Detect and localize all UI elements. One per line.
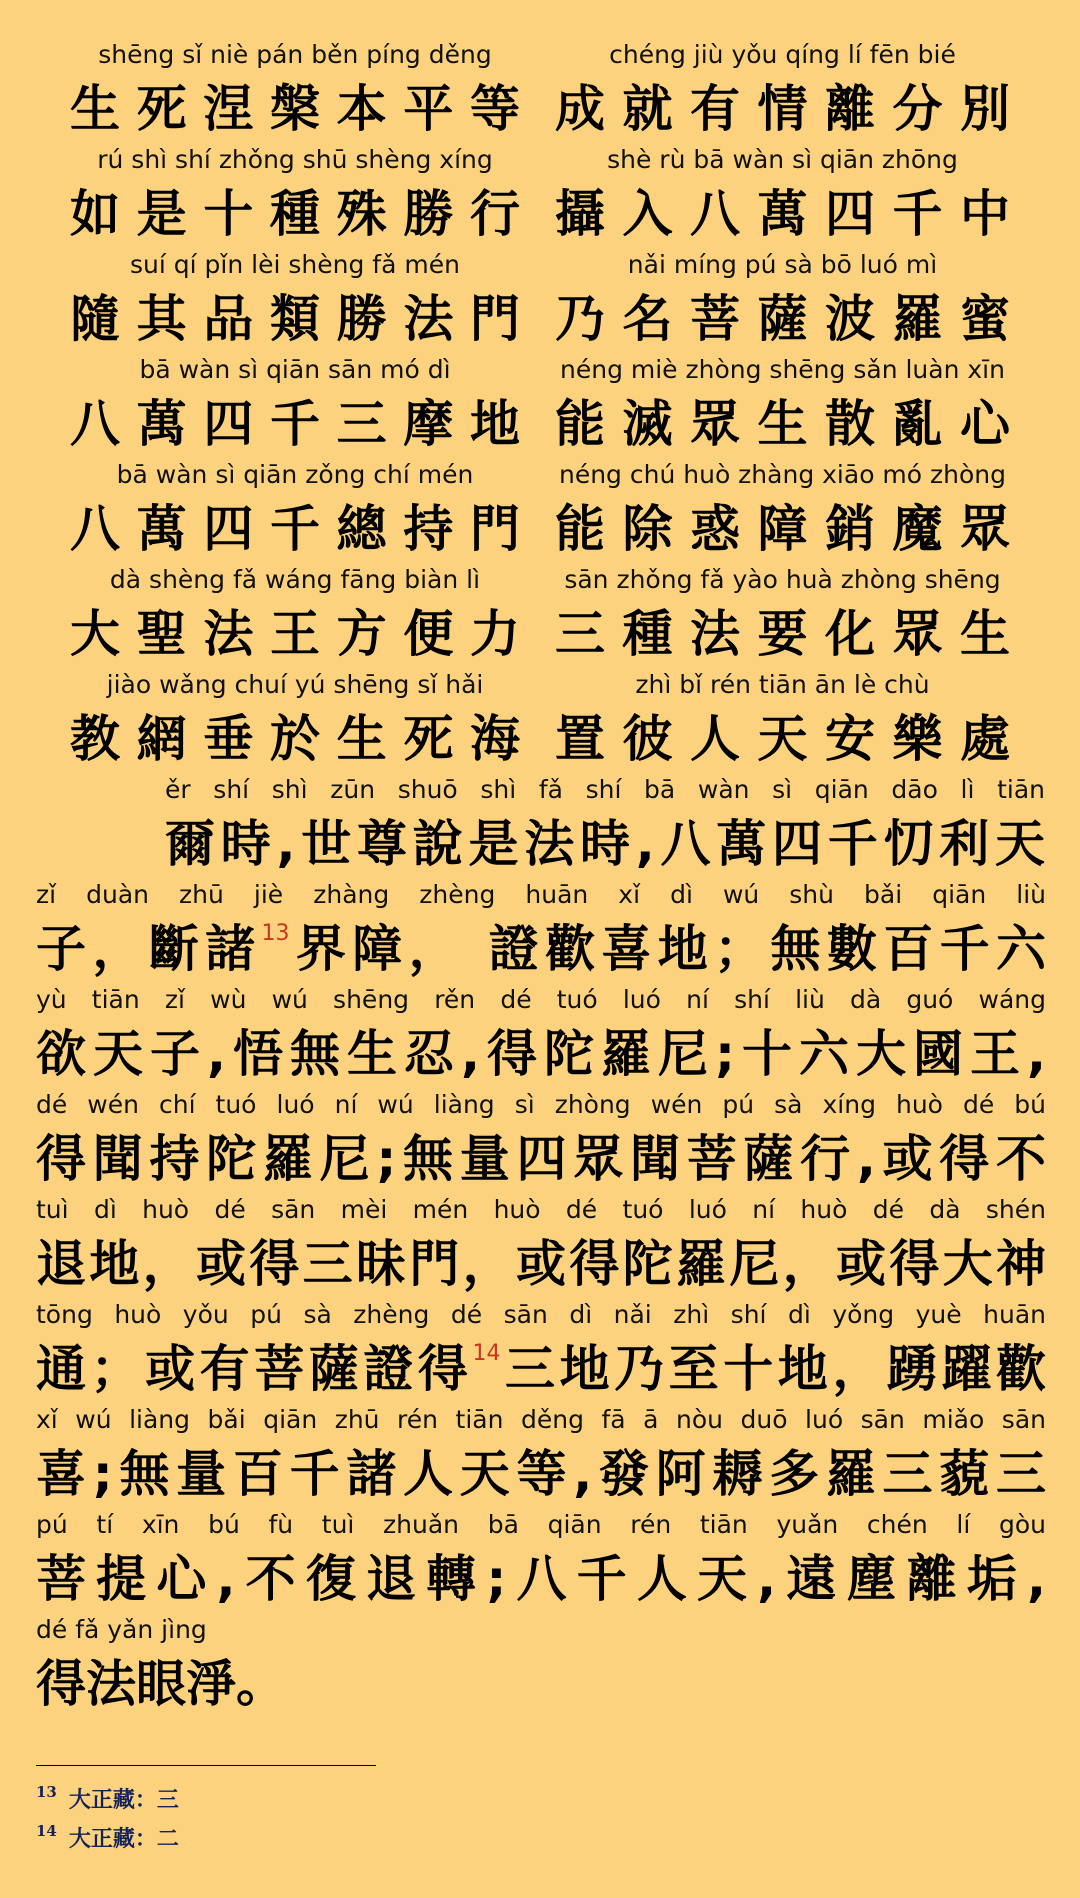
- hanzi-line: 大聖法王方便力: [70, 605, 520, 663]
- pinyin-line: néng chú huò zhàng xiāo mó zhòng: [558, 460, 1007, 489]
- pinyin-line: shè rù bā wàn sì qiān zhōng: [607, 145, 958, 174]
- hanzi-line: 能滅眾生散亂心: [555, 395, 1010, 453]
- hanzi-line: 菩提心,不復退轉;八千人天,遠塵離垢,: [36, 1550, 1046, 1608]
- footnote-14: [36, 1822, 179, 1853]
- prose-line: [36, 1615, 1046, 1719]
- hanzi-segment: 三地乃至十地，踴躍歡: [500, 1340, 1047, 1398]
- hanzi-line: 爾時,世尊說是法時,八萬四千忉利天: [165, 815, 1045, 873]
- verse-left-half: [70, 40, 520, 144]
- footnote-divider: [36, 1765, 376, 1766]
- hanzi-line: 八萬四千總持門: [70, 500, 520, 558]
- pinyin-line: tōng huò yǒu pú sà zhèng dé sān dì nǎi zhì shí dì yǒng yuè huān: [36, 1300, 1046, 1329]
- pinyin-line: rú shì shí zhǒng shū shèng xíng: [97, 145, 493, 174]
- hanzi-line: [36, 916, 1046, 982]
- hanzi-line: 攝入八萬四千中: [555, 185, 1010, 243]
- verse-left-half: [70, 250, 520, 354]
- pinyin-line: suí qí pǐn lèi shèng fǎ mén: [130, 250, 460, 279]
- hanzi-line: 欲天子,悟無生忍,得陀羅尼;十六大國王,: [36, 1025, 1046, 1083]
- pinyin-line: tuì dì huò dé sān mèi mén huò dé tuó luó ní huò dé dà shén: [36, 1195, 1046, 1224]
- hanzi-line: 成就有情離分別: [555, 80, 1010, 138]
- verse-right-half: [555, 565, 1010, 669]
- prose-line: [36, 1090, 1046, 1194]
- verse-left-half: [70, 145, 520, 249]
- pinyin-line: sān zhǒng fǎ yào huà zhòng shēng: [564, 565, 1001, 594]
- hanzi-line: 三種法要化眾生: [555, 605, 1010, 663]
- pinyin-line: dé wén chí tuó luó ní wú liàng sì zhòng wén pú sà xíng huò dé bú: [36, 1090, 1046, 1119]
- hanzi-line: 如是十種殊勝行: [70, 185, 520, 243]
- hanzi-line: 隨其品類勝法門: [70, 290, 520, 348]
- hanzi-line: 能除惑障銷魔眾: [555, 500, 1010, 558]
- pinyin-line: zǐ duàn zhū jiè zhàng zhèng huān xǐ dì wú shù bǎi qiān liù: [36, 880, 1046, 909]
- pinyin-line: ěr shí shì zūn shuō shì fǎ shí bā wàn sì qiān dāo lì tiān: [165, 775, 1045, 804]
- prose-line: [165, 775, 1045, 879]
- verse-left-half: [70, 565, 520, 669]
- pinyin-line: shēng sǐ niè pán běn píng děng: [98, 40, 492, 69]
- verse-right-half: [555, 40, 1010, 144]
- footnote-number: 13: [36, 1783, 57, 1801]
- pinyin-line: yù tiān zǐ wù wú shēng rěn dé tuó luó ní shí liù dà guó wáng: [36, 985, 1046, 1014]
- prose-line: [36, 880, 1046, 984]
- hanzi-line: 生死涅槃本平等: [70, 80, 520, 138]
- pinyin-line: zhì bǐ rén tiān ān lè chù: [635, 670, 930, 699]
- prose-line: [36, 1405, 1046, 1509]
- pinyin-line: nǎi míng pú sà bō luó mì: [627, 250, 938, 279]
- hanzi-segment: 界障， 證歡喜地；無數百千六: [289, 920, 1046, 978]
- hanzi-line: 置彼人天安樂處: [555, 710, 1010, 768]
- pinyin-line: xǐ wú liàng bǎi qiān zhū rén tiān děng fā ā nòu duō luó sān miǎo sān: [36, 1405, 1046, 1434]
- pinyin-line: néng miè zhòng shēng sǎn luàn xīn: [560, 355, 1005, 384]
- pinyin-line: bā wàn sì qiān sān mó dì: [139, 355, 451, 384]
- hanzi-line: 得聞持陀羅尼;無量四眾聞菩薩行,或得不: [36, 1130, 1046, 1188]
- pinyin-line: dà shèng fǎ wáng fāng biàn lì: [109, 565, 481, 594]
- footnote-marker[interactable]: 14: [472, 1341, 501, 1366]
- pinyin-line: chéng jiù yǒu qíng lí fēn bié: [609, 40, 956, 69]
- footnote-13: [36, 1783, 179, 1814]
- hanzi-line: 得法眼淨。: [36, 1655, 286, 1713]
- prose-line: [36, 1510, 1046, 1614]
- hanzi-line: 乃名菩薩波羅蜜: [555, 290, 1010, 348]
- pinyin-line: dé fǎ yǎn jìng: [36, 1615, 207, 1644]
- hanzi-line: 八萬四千三摩地: [70, 395, 520, 453]
- footnote-marker[interactable]: 13: [261, 921, 290, 946]
- verse-right-half: [555, 670, 1010, 774]
- verse-right-half: [555, 460, 1010, 564]
- prose-line: [36, 1300, 1046, 1404]
- hanzi-segment: 子，斷諸: [36, 920, 262, 978]
- prose-line: [36, 985, 1046, 1089]
- prose-line: [36, 1195, 1046, 1299]
- pinyin-line: bā wàn sì qiān zǒng chí mén: [116, 460, 474, 489]
- hanzi-line: 教網垂於生死海: [70, 710, 520, 768]
- verse-right-half: [555, 250, 1010, 354]
- verse-left-half: [70, 670, 520, 774]
- verse-right-half: [555, 145, 1010, 249]
- hanzi-segment: 通；或有菩薩證得: [36, 1340, 473, 1398]
- hanzi-line: [36, 1336, 1046, 1402]
- footnote-text: 大正藏：二: [68, 1826, 179, 1852]
- pinyin-line: jiào wǎng chuí yú shēng sǐ hǎi: [106, 670, 484, 699]
- verse-left-half: [70, 460, 520, 564]
- pinyin-line: pú tí xīn bú fù tuì zhuǎn bā qiān rén tiān yuǎn chén lí gòu: [36, 1510, 1046, 1539]
- verse-right-half: [555, 355, 1010, 459]
- verse-left-half: [70, 355, 520, 459]
- hanzi-line: 退地，或得三昧門，或得陀羅尼，或得大神: [36, 1235, 1046, 1293]
- footnote-text: 大正藏：三: [68, 1787, 179, 1813]
- hanzi-line: 喜;無量百千諸人天等,發阿耨多羅三藐三: [36, 1445, 1046, 1503]
- footnote-number: 14: [36, 1822, 57, 1840]
